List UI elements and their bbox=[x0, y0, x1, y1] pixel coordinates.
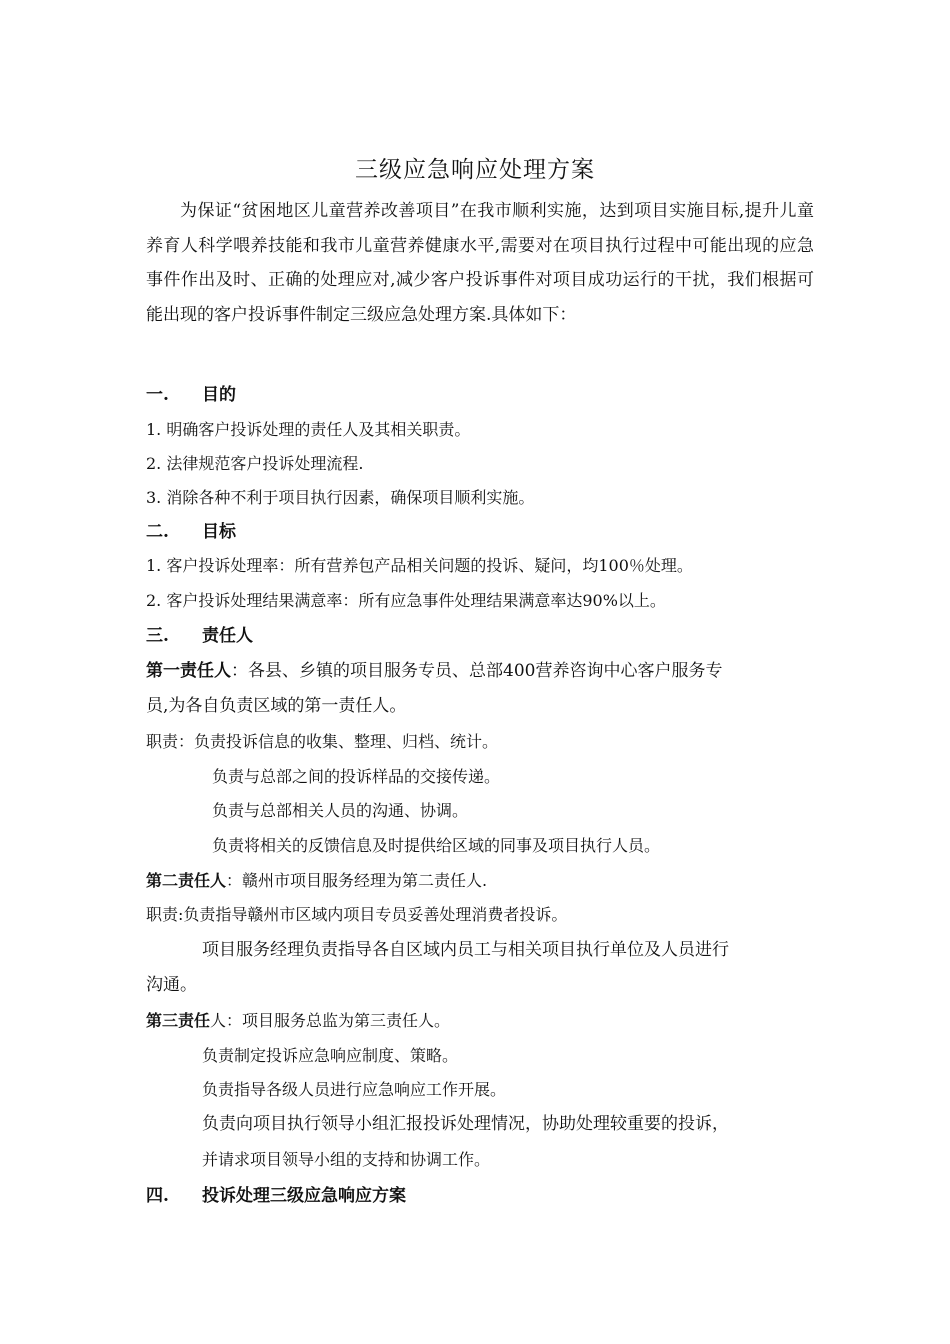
third-duty-item: 负责制定投诉应急响应制度、策略。 bbox=[202, 1046, 459, 1065]
first-responsible-line: 第一责任人：各县、乡镇的项目服务专员、总部400营养咨询中心客户服务专 bbox=[146, 661, 723, 681]
first-duty-item: 负责与总部之间的投诉样品的交接传递。 bbox=[212, 767, 501, 786]
second-duty-2: 项目服务经理负责指导各自区域内员工与相关项目执行单位及人员进行 bbox=[202, 940, 729, 960]
section-1-item: 3. 消除各种不利于项目执行因素，确保项目顺利实施。 bbox=[146, 488, 535, 507]
section-1-item: 2. 法律规范客户投诉处理流程. bbox=[146, 454, 364, 473]
section-1-item: 1. 明确客户投诉处理的责任人及其相关职责。 bbox=[146, 420, 471, 439]
second-duty: 职责:负责指导赣州市区域内项目专员妥善处理消费者投诉。 bbox=[146, 905, 568, 924]
section-1-heading: 一. 目的 bbox=[146, 385, 236, 405]
third-duty-item: 并请求项目领导小组的支持和协调工作。 bbox=[202, 1150, 491, 1169]
first-duty: 职责：负责投诉信息的收集、整理、归档、统计。 bbox=[146, 732, 499, 751]
document-title: 三级应急响应处理方案 bbox=[355, 157, 595, 183]
first-duty-item: 负责将相关的反馈信息及时提供给区域的同事及项目执行人员。 bbox=[212, 836, 661, 855]
first-responsible-line-2: 员,为各自负责区域的第一责任人。 bbox=[146, 696, 407, 716]
intro-paragraph: 为保证“贫困地区儿童营养改善项目”在我市顺利实施，达到项目实施目标,提升儿童养育人科学喂养技能和我市儿童营养健康水平,需要对在项目执行过程中可能出现的应急事件作出及时、正确的处理应对,减少客户投诉事件对项目成功运行的干扰，我们根据可能出现的客户投诉事件制定三级应急处理方案.具体如下： bbox=[146, 201, 814, 325]
section-2-heading: 二. 目标 bbox=[146, 522, 236, 542]
third-duty-item: 负责向项目执行领导小组汇报投诉处理情况，协助处理较重要的投诉， bbox=[202, 1114, 729, 1134]
section-2-item: 1. 客户投诉处理率：所有营养包产品相关问题的投诉、疑问，均100％处理。 bbox=[146, 556, 693, 575]
second-responsible-line: 第二责任人：赣州市项目服务经理为第二责任人. bbox=[146, 871, 488, 890]
third-duty-item: 负责指导各级人员进行应急响应工作开展。 bbox=[202, 1080, 507, 1099]
section-3-heading: 三. 责任人 bbox=[146, 626, 253, 646]
section-4-heading: 四. 投诉处理三级应急响应方案 bbox=[146, 1186, 406, 1206]
first-duty-item: 负责与总部相关人员的沟通、协调。 bbox=[212, 801, 469, 820]
third-responsible-line: 第三责任人：项目服务总监为第三责任人。 bbox=[146, 1011, 451, 1030]
section-2-item: 2. 客户投诉处理结果满意率：所有应急事件处理结果满意率达90%以上。 bbox=[146, 591, 666, 610]
second-duty-2-cont: 沟通。 bbox=[146, 975, 197, 995]
